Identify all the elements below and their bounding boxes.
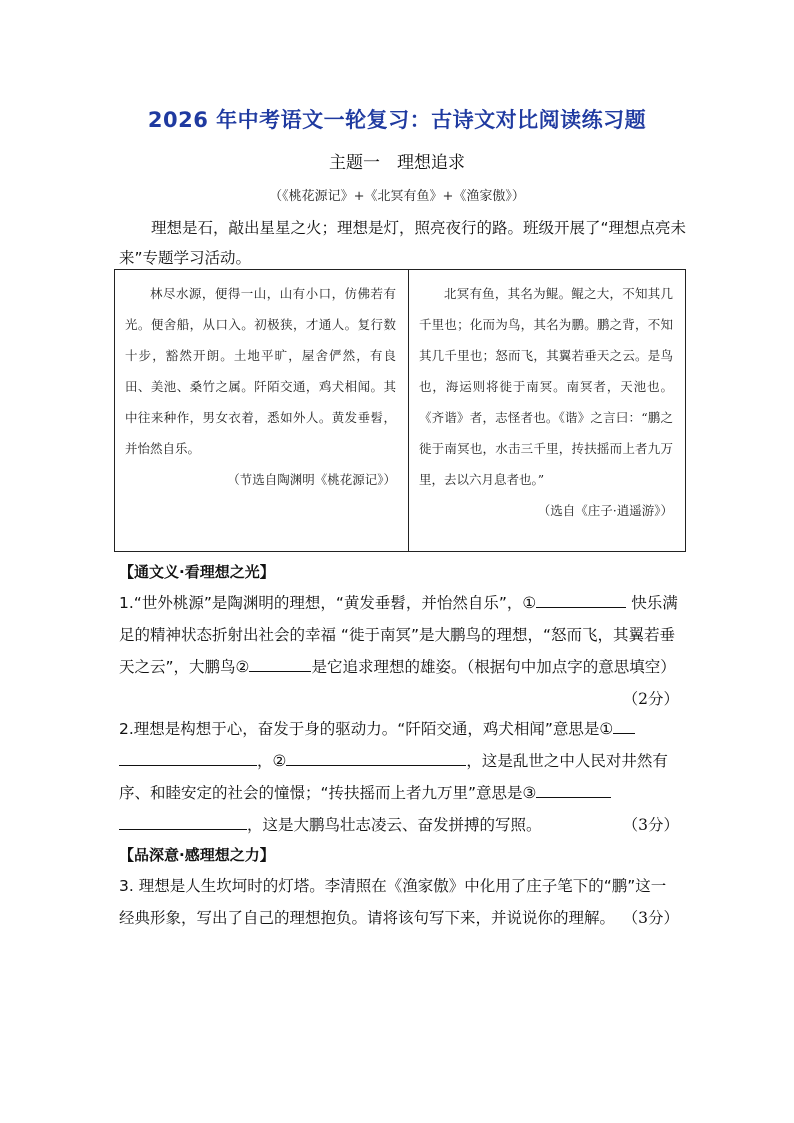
question-1-part-3: 是它追求理想的雄姿。（根据句中加点字的意思填空） xyxy=(311,658,676,676)
passage-right-source: （选自《庄子·逍遥游》） xyxy=(537,503,673,518)
passage-left-text: 林尽水源，便得一山，山有小口，仿佛若有光。便舍船，从口入。初极狭，才通人。复行数十步，豁然开朗。土地平旷，屋舍俨然，有良田、美池、桑竹之属。阡陌交通，鸡犬相闻。其中往来种作，男女衣着，悉如外人。黄发垂髫，并怡然自乐。 xyxy=(125,286,396,456)
passage-right-text: 北冥有鱼，其名为鲲。鲲之大，不知其几千里也；化而为鸟，其名为鹏。鹏之背，不知其几千里也；怒而飞，其翼若垂天之云。是鸟也，海运则将徙于南冥。南冥者，天池也。《齐谐》者，志怪者也。《谐》之言曰：“鹏之徙于南冥也，水击三千里，抟扶摇而上者九万里，去以六月息者也。” xyxy=(418,286,673,487)
document-title: 2026 年中考语文一轮复习：古诗文对比阅读练习题 xyxy=(147,108,647,132)
question-2-part-3: ，这是乱世之中人民对井然有序、和睦安定的社会的憧憬；“抟扶摇而上者九万里”意思是③ xyxy=(119,752,668,802)
question-1-score: （2分） xyxy=(622,690,679,708)
question-2-part-4: ，这是大鹏鸟壮志凌云、奋发拼搏的写照。 xyxy=(247,816,542,834)
passage-left xyxy=(115,270,409,551)
answer-blank-3a[interactable] xyxy=(613,715,635,734)
section-heading-2: 【品深意·感理想之力】 xyxy=(119,846,275,864)
question-2-part-1: 2.理想是构想于心，奋发于身的驱动力。“阡陌交通，鸡犬相闻”意思是① xyxy=(119,720,614,738)
answer-blank-2[interactable] xyxy=(249,653,311,672)
passage-right xyxy=(409,270,685,551)
answer-blank-5b[interactable] xyxy=(119,811,247,830)
question-3-score: （3分） xyxy=(622,909,679,927)
answer-blank-3b[interactable] xyxy=(119,747,257,766)
passage-table xyxy=(114,269,686,552)
section-heading-1: 【通文义·看理想之光】 xyxy=(119,563,275,581)
answer-blank-4[interactable] xyxy=(286,747,466,766)
question-1-part-2: 快乐满足的精神状态折射出社会的幸福 “徙于南冥”是大鹏鸟的理想，“怒而飞，其翼若垂天之云”，大鹏鸟② xyxy=(119,594,678,676)
answer-blank-1[interactable] xyxy=(536,589,626,608)
intro-paragraph: 理想是石，敲出星星之火；理想是灯，照亮夜行的路。班级开展了“理想点亮未来”专题学习活动。 xyxy=(119,219,687,267)
question-2 xyxy=(119,713,679,841)
question-1 xyxy=(119,587,679,715)
passage-left-source: （节选自陶渊明《桃花源记》） xyxy=(227,472,396,487)
question-2-part-2: ，② xyxy=(257,752,287,770)
question-3 xyxy=(119,870,679,934)
source-texts-line: （《桃花源记》+《北冥有鱼》+《渔家傲》） xyxy=(269,189,525,204)
question-3-text: 3. 理想是人生坎坷时的灯塔。李清照在《渔家傲》中化用了庄子笔下的“鹏”这一经典形象，写出了自己的理想抱负。请将该句写下来，并说说你的理解。 xyxy=(119,877,667,927)
theme-subtitle: 主题一 理想追求 xyxy=(329,153,465,173)
question-2-score: （3分） xyxy=(622,816,679,834)
question-1-part-1: 1.“世外桃源”是陶渊明的理想，“黄发垂髫，并怡然自乐”，① xyxy=(119,594,537,612)
answer-blank-5a[interactable] xyxy=(536,779,611,798)
